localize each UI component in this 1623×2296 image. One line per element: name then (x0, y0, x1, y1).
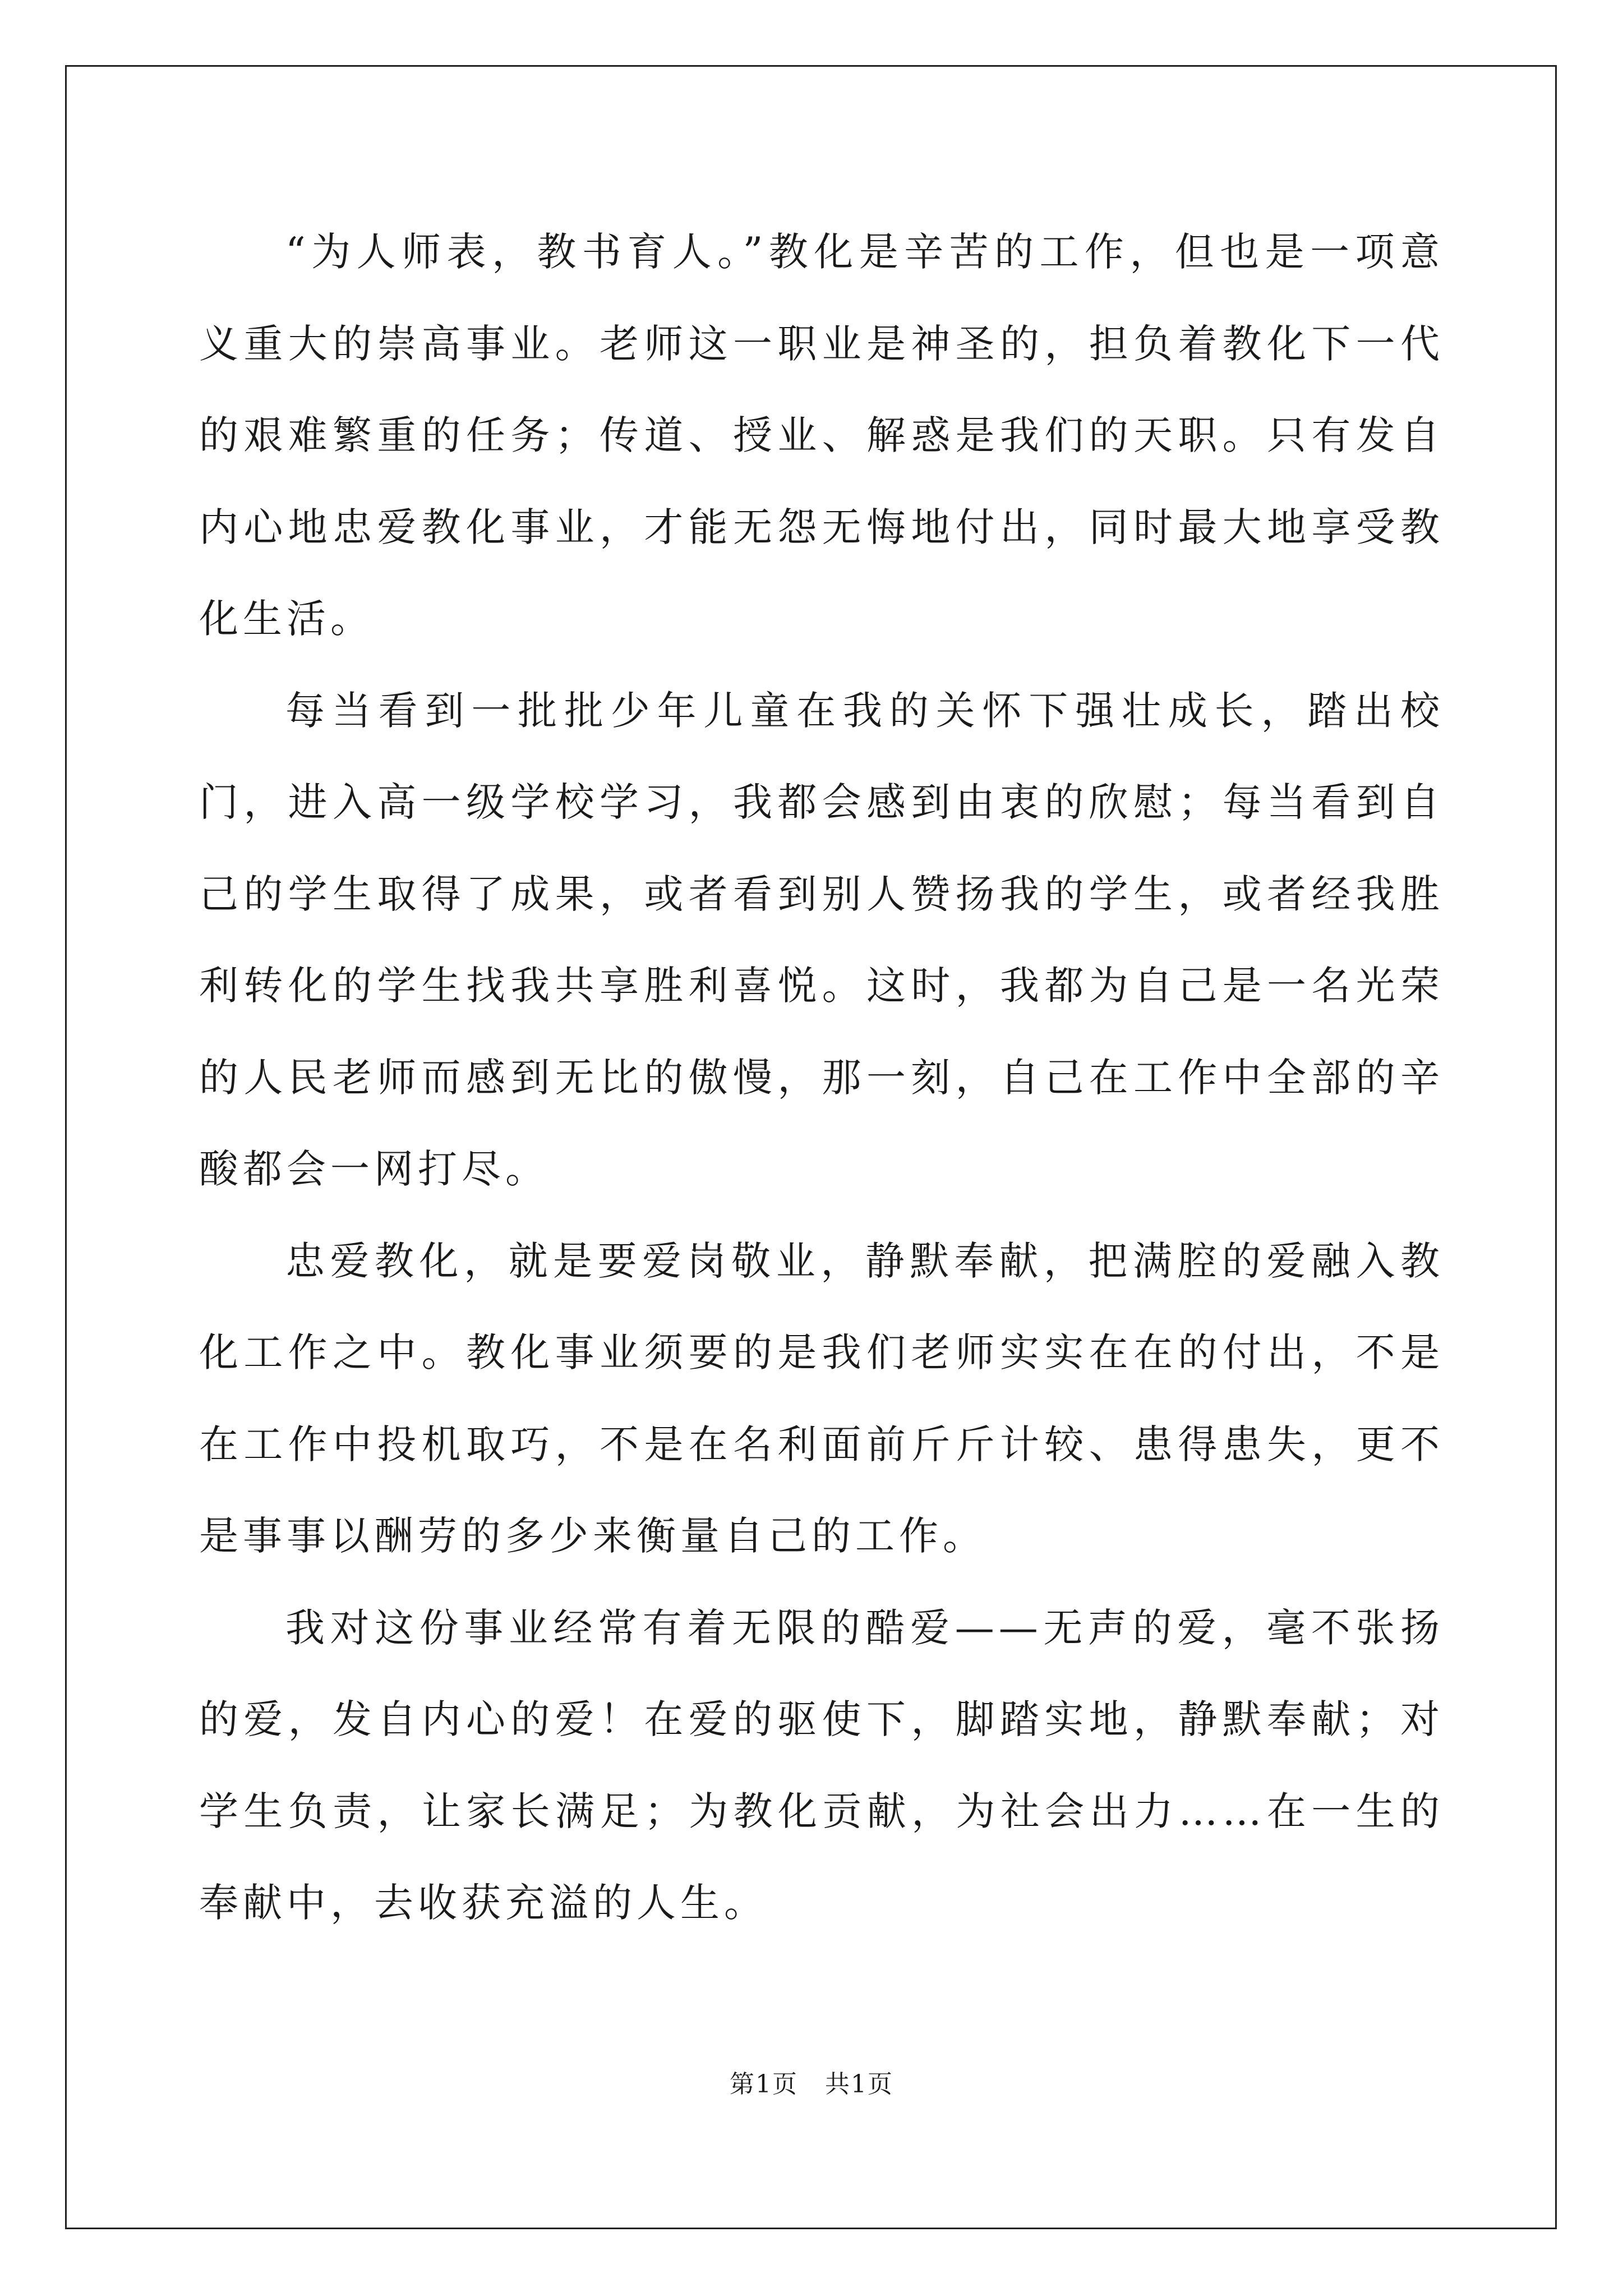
page-footer (0, 2068, 1623, 2101)
page-number: 第1页 (730, 2070, 799, 2099)
document-body (199, 206, 1444, 1949)
paragraph-2: 每当看到一批批少年儿童在我的关怀下强壮成长，踏出校门，进入高一级学校学习，我都会感到由衷的欣慰；每当看到自己的学生取得了成果，或者看到别人赞扬我的学生，或者经我胜利转化的学生找我共享胜利喜悦。这时，我都为自己是一名光荣的人民老师而感到无比的傲慢，那一刻，自己在工作中全部的辛酸都会一网打尽。 (199, 687, 1444, 1192)
paragraph-4: 我对这份事业经常有着无限的酷爱——无声的爱，毫不张扬的爱，发自内心的爱！在爱的驱使下，脚踏实地，静默奉献；对学生负责，让家长满足；为教化贡献，为社会出力……在一生的奉献中，去收获充溢的人生。 (199, 1604, 1444, 1926)
paragraph-3: 忠爱教化，就是要爱岗敬业，静默奉献，把满腔的爱融入教化工作之中。教化事业须要的是我们老师实实在在的付出，不是在工作中投机取巧，不是在名利面前斤斤计较、患得患失，更不是事事以酬劳的多少来衡量自己的工作。 (199, 1237, 1444, 1559)
footer-spacer (798, 2070, 825, 2099)
page-total: 共1页 (824, 2070, 893, 2099)
paragraph-1: “为人师表，教书育人。”教化是辛苦的工作，但也是一项意义重大的崇高事业。老师这一职业是神圣的，担负着教化下一代的艰难繁重的任务；传道、授业、解惑是我们的天职。只有发自内心地忠爱教化事业，才能无怨无悔地付出，同时最大地享受教化生活。 (199, 229, 1444, 642)
